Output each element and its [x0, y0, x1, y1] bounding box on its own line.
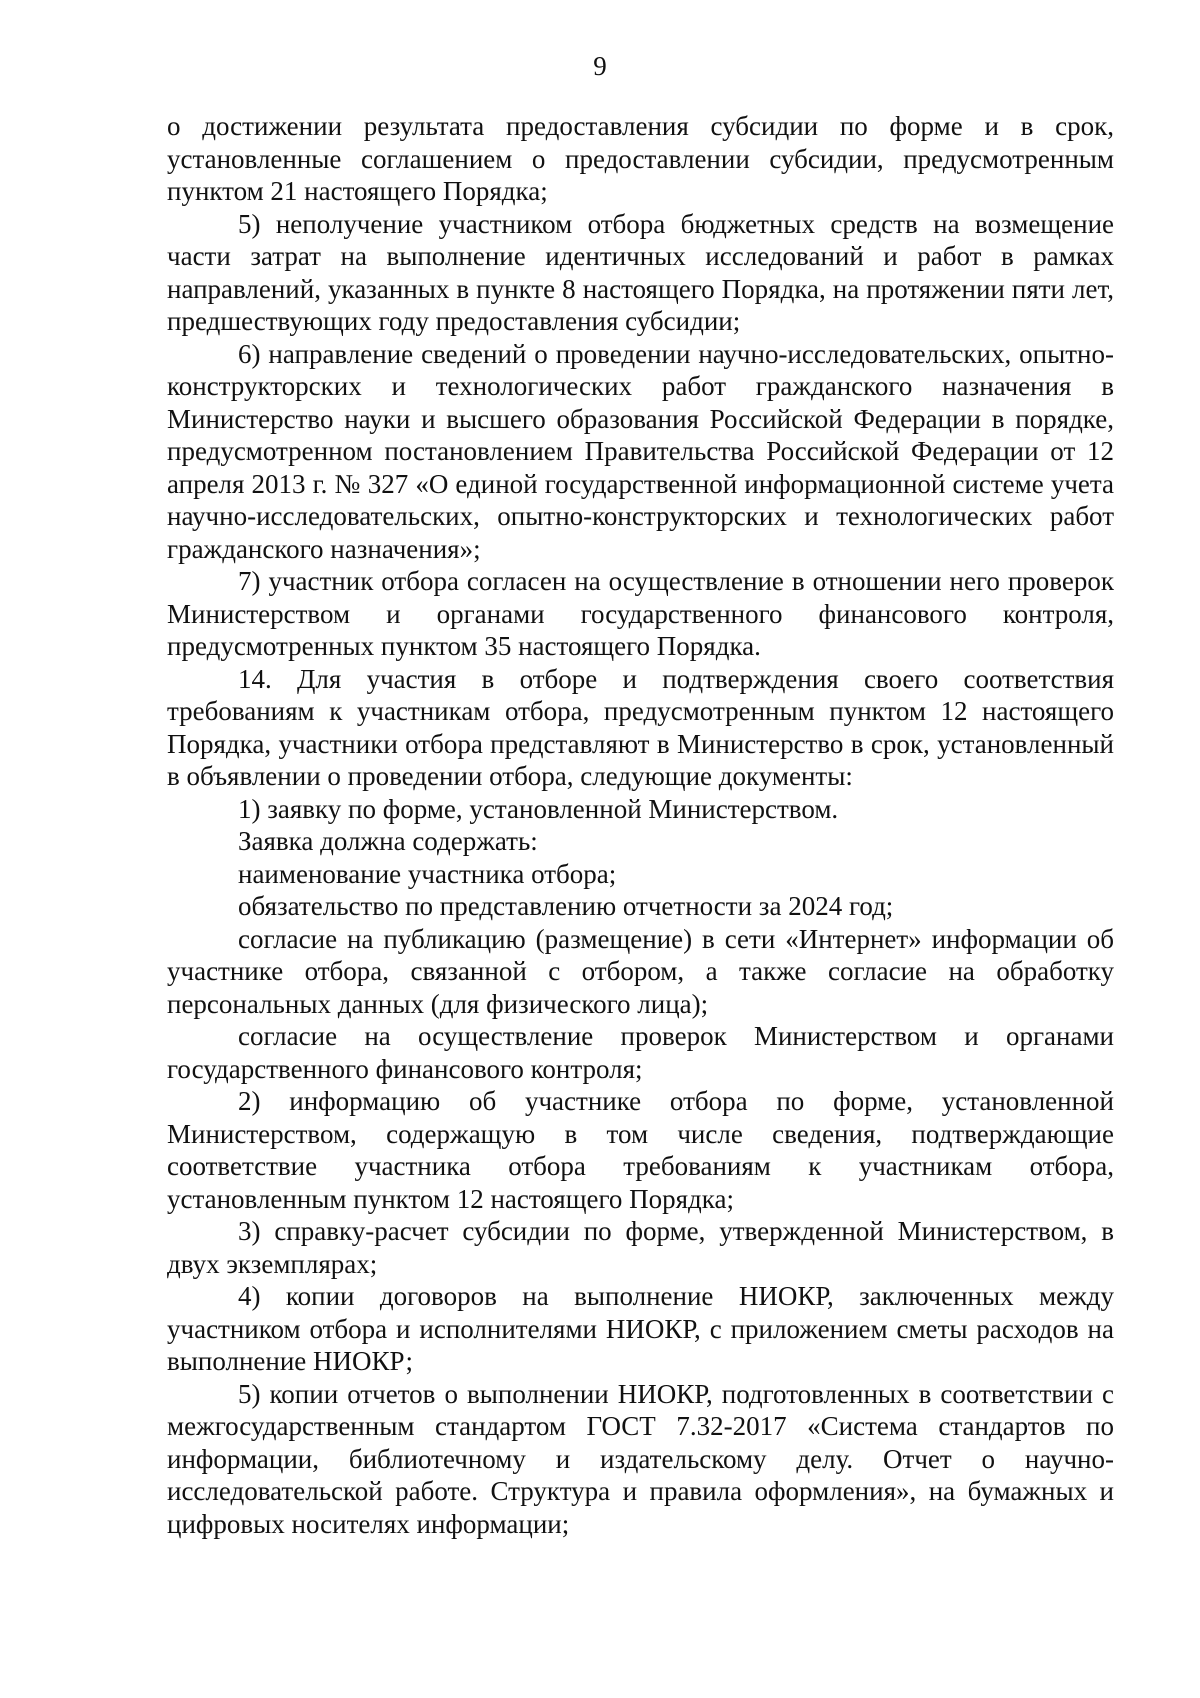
- paragraph-item-7: 7) участник отбора согласен на осуществление в отношении него проверок Министерством и органами государственного финансового контроля, предусмотренных пунктом 35 настоящего Порядка.: [167, 566, 1114, 661]
- paragraph-doc-1: 1) заявку по форме, установленной Министерством.: [238, 793, 839, 824]
- paragraph-inspection-consent: согласие на осуществление проверок Министерством и органами государственного финансового контроля;: [167, 1021, 1114, 1084]
- paragraph-item-5: 5) неполучение участником отбора бюджетных средств на возмещение части затрат на выполнение идентичных исследований и работ в рамках направлений, указанных в пункте 8 настоящего Порядка, на протяжении пяти лет, предшествующих году предоставления субсидии;: [167, 208, 1114, 336]
- paragraph-doc-5: 5) копии отчетов о выполнении НИОКР, подготовленных в соответствии с межгосударственным стандартом ГОСТ 7.32-2017 «Система стандартов по информации, библиотечному и издательскому делу. Отчет о научно-исследовательской работе. Структура и правила оформления», на бумажных и цифровых носителях информации;: [167, 1378, 1114, 1539]
- paragraph-doc-4: 4) копии договоров на выполнение НИОКР, заключенных между участником отбора и исполнителями НИОКР, с приложением сметы расходов на выполнение НИОКР;: [167, 1281, 1114, 1376]
- paragraph-publication-consent: согласие на публикацию (размещение) в сети «Интернет» информации об участнике отбора, связанной с отбором, а также согласие на обработку персональных данных (для физического лица);: [167, 923, 1114, 1019]
- paragraph-reporting-obligation: обязательство по представлению отчетности за 2024 год;: [238, 891, 894, 921]
- paragraph-doc-3: 3) справку-расчет субсидии по форме, утвержденной Министерством, в двух экземплярах;: [167, 1216, 1114, 1279]
- paragraph-participant-name: наименование участника отбора;: [238, 858, 617, 889]
- document-body: [167, 110, 1114, 1540]
- page-number: 9: [593, 51, 607, 81]
- paragraph-continuation: о достижении результата предоставления субсидии по форме и в срок, установленные соглашением о предоставлении субсидии, предусмотренным пунктом 21 настоящего Порядка;: [167, 111, 1114, 206]
- paragraph-doc-2: 2) информацию об участнике отбора по форме, установленной Министерством, содержащую в том числе сведения, подтверждающие соответствие участника отбора требованиям к участникам отбора, установленным пунктом 12 настоящего Порядка;: [167, 1086, 1114, 1214]
- paragraph-item-6: 6) направление сведений о проведении научно-исследовательских, опытно-конструкторских и технологических работ гражданского назначения в Министерство науки и высшего образования Российской Федерации в порядке, предусмотренном постановлением Правительства Российской Федерации от 12 апреля 2013 г. № 327 «О единой государственной информационной системе учета научно-исследовательских, опытно-конструкторских и технологических работ гражданского назначения»;: [167, 338, 1114, 564]
- paragraph-section-14: 14. Для участия в отборе и подтверждения своего соответствия требованиям к участникам отбора, предусмотренным пунктом 12 настоящего Порядка, участники отбора представляют в Министерство в срок, установленный в объявлении о проведении отбора, следующие документы:: [167, 663, 1114, 791]
- paragraph-application-contents: Заявка должна содержать:: [238, 826, 538, 856]
